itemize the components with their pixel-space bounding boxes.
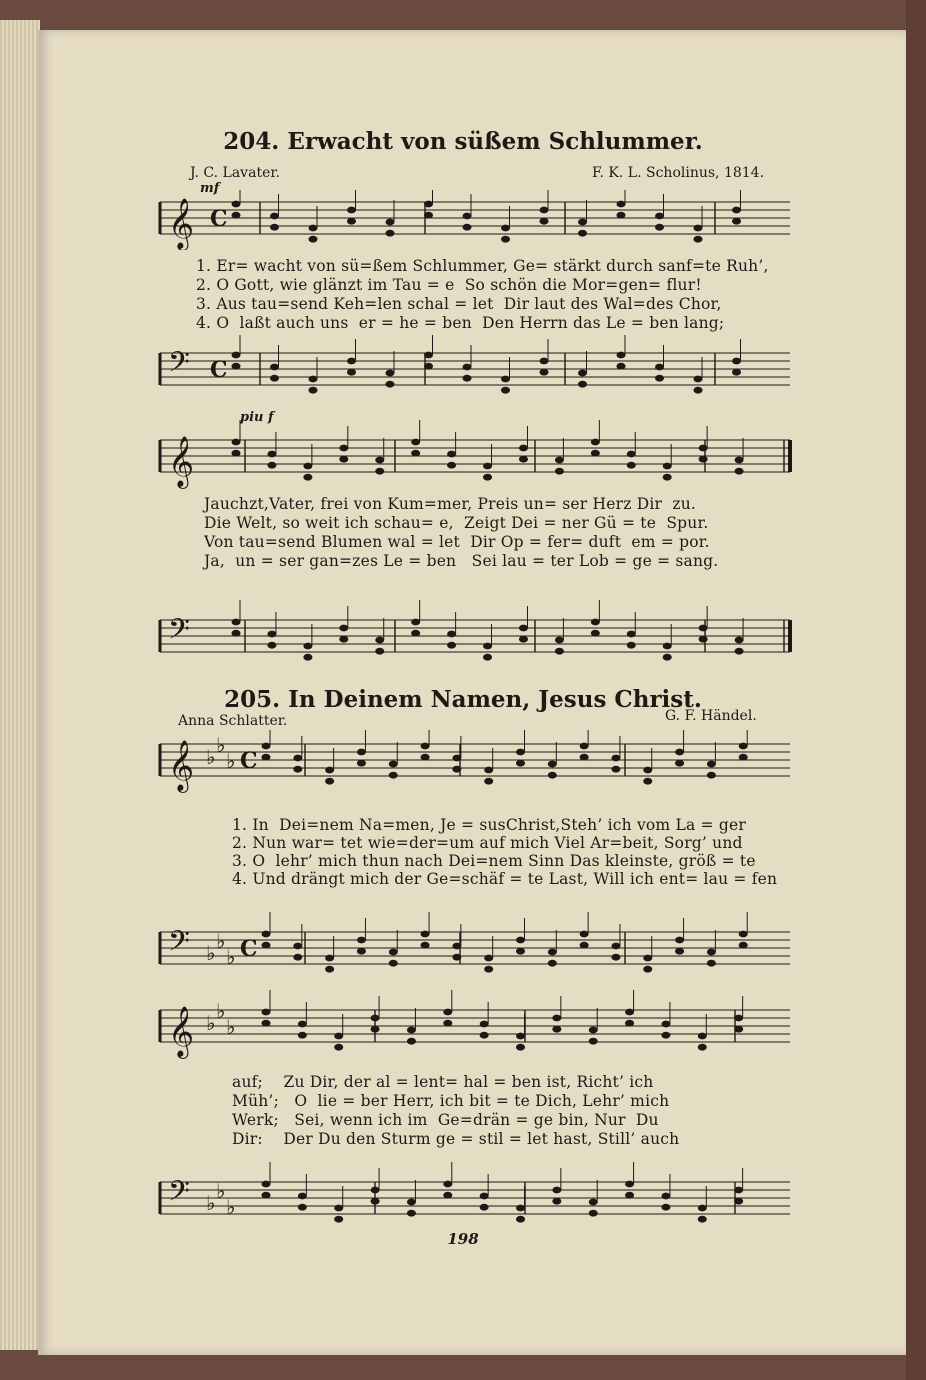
note-head bbox=[375, 648, 384, 655]
note-head bbox=[325, 767, 334, 774]
note-head bbox=[627, 631, 636, 638]
note-head bbox=[555, 648, 564, 655]
verse-line: Jauchzt,Vater, frei von Kum=mer, Preis un= ser Herz Dir zu. bbox=[204, 495, 697, 513]
note-head bbox=[698, 1216, 707, 1223]
note-head bbox=[267, 642, 276, 649]
note-head bbox=[347, 218, 356, 225]
note-head bbox=[262, 1192, 271, 1199]
verse-line: 3. O lehr’ mich thun nach Dei=nem Sinn Das kleinste, größ = te bbox=[232, 852, 756, 870]
verse-line: 1. In Dei=nem Na=men, Je = susChrist,Steh’ ich vom La = ger bbox=[232, 816, 746, 834]
note-head bbox=[735, 637, 744, 644]
note-head bbox=[339, 636, 348, 643]
note-head bbox=[447, 631, 456, 638]
note-head bbox=[303, 474, 312, 481]
note-head bbox=[625, 1192, 634, 1199]
note-head bbox=[675, 948, 684, 955]
note-head bbox=[617, 352, 626, 359]
note-head bbox=[447, 462, 456, 469]
note-head bbox=[698, 1044, 707, 1051]
note-head bbox=[375, 637, 384, 644]
note-head bbox=[734, 1198, 743, 1205]
note-head bbox=[548, 949, 557, 956]
note-head bbox=[411, 630, 420, 637]
note-head bbox=[661, 1204, 670, 1211]
note-head bbox=[375, 457, 384, 464]
note-head bbox=[463, 364, 472, 371]
note-head bbox=[663, 463, 672, 470]
note-head bbox=[540, 358, 549, 365]
verse-line: auf; Zu Dir, der al = lent= hal = ben ist, Richt’ ich bbox=[232, 1073, 654, 1091]
note-head bbox=[694, 387, 703, 394]
note-head bbox=[463, 213, 472, 220]
note-head bbox=[735, 648, 744, 655]
note-head bbox=[591, 630, 600, 637]
note-head bbox=[293, 954, 302, 961]
note-head bbox=[334, 1216, 343, 1223]
note-head bbox=[347, 207, 356, 214]
note-head bbox=[707, 949, 716, 956]
note-head bbox=[519, 456, 528, 463]
flat-icon: ♭ bbox=[206, 1191, 216, 1215]
treble-staff-4 bbox=[150, 990, 800, 1070]
hymn-205-title: 205. In Deinem Namen, Jesus Christ. bbox=[224, 686, 702, 713]
note-head bbox=[516, 1044, 525, 1051]
note-head bbox=[655, 375, 664, 382]
flat-icon: ♭ bbox=[216, 733, 226, 757]
note-head bbox=[339, 456, 348, 463]
note-head bbox=[580, 754, 589, 761]
common-time-icon: C bbox=[240, 748, 258, 774]
note-head bbox=[483, 474, 492, 481]
note-head bbox=[735, 457, 744, 464]
note-head bbox=[516, 749, 525, 756]
note-head bbox=[591, 439, 600, 446]
note-head bbox=[548, 761, 557, 768]
note-head bbox=[293, 755, 302, 762]
common-time-icon: C bbox=[240, 936, 258, 962]
note-head bbox=[386, 381, 395, 388]
note-head bbox=[578, 219, 587, 226]
note-head bbox=[309, 225, 318, 232]
note-head bbox=[589, 1027, 598, 1034]
note-head bbox=[501, 236, 510, 243]
note-head bbox=[407, 1210, 416, 1217]
staff-lines bbox=[160, 440, 790, 472]
note-head bbox=[483, 463, 492, 470]
note-head bbox=[232, 363, 241, 370]
note-head bbox=[501, 225, 510, 232]
note-head bbox=[661, 1032, 670, 1039]
note-head bbox=[375, 468, 384, 475]
note-head bbox=[447, 642, 456, 649]
note-head bbox=[298, 1032, 307, 1039]
note-head bbox=[270, 224, 279, 231]
note-head bbox=[694, 376, 703, 383]
note-head bbox=[627, 462, 636, 469]
note-head bbox=[309, 387, 318, 394]
note-head bbox=[483, 643, 492, 650]
staff-lines bbox=[160, 1010, 790, 1042]
note-head bbox=[371, 1187, 380, 1194]
note-head bbox=[611, 954, 620, 961]
note-head bbox=[421, 942, 430, 949]
verse-line: Ja, un = ser gan=zes Le = ben Sei lau = ter Lob = ge = sang. bbox=[204, 552, 719, 570]
note-head bbox=[643, 966, 652, 973]
note-head bbox=[591, 450, 600, 457]
note-head bbox=[443, 1181, 452, 1188]
note-head bbox=[334, 1044, 343, 1051]
note-head bbox=[443, 1192, 452, 1199]
note-head bbox=[501, 387, 510, 394]
note-head bbox=[516, 1205, 525, 1212]
note-head bbox=[386, 370, 395, 377]
note-head bbox=[424, 201, 433, 208]
note-head bbox=[589, 1210, 598, 1217]
hymn-204-composer: F. K. L. Scholinus, 1814. bbox=[592, 165, 765, 181]
note-head bbox=[552, 1187, 561, 1194]
note-head bbox=[389, 960, 398, 967]
note-head bbox=[707, 960, 716, 967]
note-head bbox=[555, 457, 564, 464]
flat-icon: ♭ bbox=[216, 1179, 226, 1203]
note-head bbox=[698, 1033, 707, 1040]
note-head bbox=[580, 743, 589, 750]
note-head bbox=[386, 230, 395, 237]
note-head bbox=[262, 1009, 271, 1016]
note-head bbox=[540, 218, 549, 225]
note-head bbox=[334, 1205, 343, 1212]
note-head bbox=[516, 1033, 525, 1040]
note-head bbox=[735, 468, 744, 475]
note-head bbox=[580, 931, 589, 938]
dynamic-mf: mf bbox=[200, 181, 220, 196]
note-head bbox=[371, 1026, 380, 1033]
note-head bbox=[552, 1026, 561, 1033]
note-head bbox=[334, 1033, 343, 1040]
note-head bbox=[293, 943, 302, 950]
note-head bbox=[739, 754, 748, 761]
flat-icon: ♭ bbox=[216, 929, 226, 953]
note-head bbox=[347, 358, 356, 365]
hymn-205-composer: G. F. Händel. bbox=[665, 708, 757, 724]
note-head bbox=[655, 364, 664, 371]
note-head bbox=[739, 743, 748, 750]
note-head bbox=[270, 213, 279, 220]
note-head bbox=[407, 1027, 416, 1034]
flat-icon: ♭ bbox=[216, 999, 226, 1023]
note-head bbox=[516, 1216, 525, 1223]
note-head bbox=[480, 1032, 489, 1039]
note-head bbox=[389, 772, 398, 779]
verse-line: Dir: Der Du den Sturm ge = stil = let hast, Still’ auch bbox=[232, 1130, 680, 1148]
note-head bbox=[463, 224, 472, 231]
treble-clef-icon: 𝄞 bbox=[168, 740, 195, 791]
verse-line: 2. Nun war= tet wie=der=um auf mich Viel Ar=beit, Sorg’ und bbox=[232, 834, 743, 852]
note-head bbox=[519, 625, 528, 632]
flat-icon: ♭ bbox=[226, 1015, 236, 1039]
note-head bbox=[552, 1015, 561, 1022]
note-head bbox=[421, 931, 430, 938]
note-head bbox=[732, 358, 741, 365]
note-head bbox=[407, 1199, 416, 1206]
bass-staff-1 bbox=[150, 335, 800, 405]
note-head bbox=[483, 654, 492, 661]
note-head bbox=[555, 637, 564, 644]
note-head bbox=[699, 445, 708, 452]
note-head bbox=[655, 224, 664, 231]
staff-lines bbox=[160, 620, 790, 652]
hymn-205-text-author: Anna Schlatter. bbox=[178, 713, 288, 729]
note-head bbox=[617, 363, 626, 370]
note-head bbox=[424, 363, 433, 370]
note-head bbox=[617, 201, 626, 208]
note-head bbox=[339, 445, 348, 452]
verse-line: 2. O Gott, wie glänzt im Tau = e So schön die Mor=gen= flur! bbox=[196, 276, 702, 294]
note-head bbox=[732, 218, 741, 225]
note-head bbox=[548, 772, 557, 779]
note-head bbox=[262, 743, 271, 750]
note-head bbox=[589, 1038, 598, 1045]
treble-clef-icon: 𝄞 bbox=[168, 198, 195, 249]
note-head bbox=[463, 375, 472, 382]
verse-line: 4. Und drängt mich der Ge=schäf = te Last, Will ich ent= lau = fen bbox=[232, 870, 778, 888]
note-head bbox=[519, 636, 528, 643]
note-head bbox=[325, 955, 334, 962]
note-head bbox=[339, 625, 348, 632]
note-head bbox=[540, 207, 549, 214]
note-head bbox=[707, 761, 716, 768]
flat-icon: ♭ bbox=[226, 945, 236, 969]
note-head bbox=[484, 767, 493, 774]
note-head bbox=[262, 931, 271, 938]
flat-icon: ♭ bbox=[206, 745, 216, 769]
note-head bbox=[262, 1181, 271, 1188]
note-head bbox=[386, 219, 395, 226]
note-head bbox=[232, 450, 241, 457]
note-head bbox=[303, 463, 312, 470]
note-head bbox=[407, 1038, 416, 1045]
note-head bbox=[643, 767, 652, 774]
note-head bbox=[611, 766, 620, 773]
note-head bbox=[411, 450, 420, 457]
note-head bbox=[371, 1198, 380, 1205]
bass-staff-2 bbox=[150, 590, 800, 670]
note-head bbox=[325, 778, 334, 785]
note-head bbox=[484, 966, 493, 973]
note-head bbox=[452, 943, 461, 950]
note-head bbox=[443, 1009, 452, 1016]
note-head bbox=[625, 1009, 634, 1016]
note-head bbox=[267, 451, 276, 458]
note-head bbox=[663, 654, 672, 661]
note-head bbox=[480, 1204, 489, 1211]
note-head bbox=[357, 749, 366, 756]
note-head bbox=[617, 212, 626, 219]
note-head bbox=[389, 949, 398, 956]
note-head bbox=[627, 451, 636, 458]
bass-clef-icon: 𝄢 bbox=[168, 1175, 190, 1215]
bass-staff-3 bbox=[150, 900, 800, 980]
note-head bbox=[699, 456, 708, 463]
note-head bbox=[516, 760, 525, 767]
note-head bbox=[298, 1021, 307, 1028]
flat-icon: ♭ bbox=[226, 749, 236, 773]
treble-staff-3 bbox=[150, 730, 800, 810]
flat-icon: ♭ bbox=[226, 1195, 236, 1219]
note-head bbox=[357, 948, 366, 955]
bass-clef-icon: 𝄢 bbox=[168, 346, 190, 386]
note-head bbox=[699, 625, 708, 632]
note-head bbox=[309, 236, 318, 243]
page-stack-edge bbox=[0, 20, 40, 1350]
note-head bbox=[578, 230, 587, 237]
note-head bbox=[232, 201, 241, 208]
verse-line: Werk; Sei, wenn ich im Ge=drän = ge bin, Nur Du bbox=[232, 1111, 659, 1129]
note-head bbox=[707, 772, 716, 779]
note-head bbox=[298, 1204, 307, 1211]
note-head bbox=[694, 225, 703, 232]
note-head bbox=[661, 1193, 670, 1200]
verse-line: 4. O laßt auch uns er = he = ben Den Herrn das Le = ben lang; bbox=[196, 314, 725, 332]
note-head bbox=[270, 364, 279, 371]
note-head bbox=[484, 955, 493, 962]
common-time-icon: C bbox=[210, 357, 228, 383]
note-head bbox=[347, 369, 356, 376]
note-head bbox=[516, 937, 525, 944]
note-head bbox=[480, 1021, 489, 1028]
note-head bbox=[452, 954, 461, 961]
verse-line: 1. Er= wacht von sü=ßem Schlummer, Ge= stärkt durch sanf=te Ruh’, bbox=[196, 257, 769, 275]
note-head bbox=[643, 955, 652, 962]
treble-clef-icon: 𝄞 bbox=[168, 436, 195, 487]
note-head bbox=[411, 619, 420, 626]
note-head bbox=[739, 942, 748, 949]
note-head bbox=[675, 749, 684, 756]
verse-line: Die Welt, so weit ich schau= e, Zeigt Dei = ner Gü = te Spur. bbox=[204, 514, 709, 532]
note-head bbox=[303, 654, 312, 661]
note-head bbox=[552, 1198, 561, 1205]
note-head bbox=[267, 631, 276, 638]
note-head bbox=[611, 943, 620, 950]
verse-line: 3. Aus tau=send Keh=len schal = let Dir laut des Wal=des Chor, bbox=[196, 295, 722, 313]
note-head bbox=[699, 636, 708, 643]
note-head bbox=[611, 755, 620, 762]
note-head bbox=[661, 1021, 670, 1028]
note-head bbox=[424, 212, 433, 219]
dynamic-piu-f: piu f bbox=[240, 410, 274, 425]
hymn-204-text-author: J. C. Lavater. bbox=[190, 165, 280, 181]
treble-staff-2 bbox=[150, 420, 800, 490]
note-head bbox=[371, 1015, 380, 1022]
note-head bbox=[732, 207, 741, 214]
note-head bbox=[443, 1020, 452, 1027]
note-head bbox=[734, 1026, 743, 1033]
note-head bbox=[663, 474, 672, 481]
note-head bbox=[452, 766, 461, 773]
note-head bbox=[627, 642, 636, 649]
note-head bbox=[262, 1020, 271, 1027]
note-head bbox=[389, 761, 398, 768]
bass-clef-icon: 𝄢 bbox=[168, 925, 190, 965]
treble-clef-icon: 𝄞 bbox=[168, 1006, 195, 1057]
treble-staff-1 bbox=[150, 190, 800, 250]
note-head bbox=[303, 643, 312, 650]
note-head bbox=[578, 381, 587, 388]
staff-lines bbox=[160, 1182, 790, 1214]
note-head bbox=[325, 966, 334, 973]
note-head bbox=[589, 1199, 598, 1206]
note-head bbox=[421, 743, 430, 750]
note-head bbox=[663, 643, 672, 650]
note-head bbox=[578, 370, 587, 377]
common-time-icon: C bbox=[210, 206, 228, 232]
note-head bbox=[232, 619, 241, 626]
note-head bbox=[447, 451, 456, 458]
note-head bbox=[625, 1181, 634, 1188]
note-head bbox=[580, 942, 589, 949]
note-head bbox=[357, 937, 366, 944]
verse-line: Von tau=send Blumen wal = let Dir Op = fer= duft em = por. bbox=[204, 533, 710, 551]
note-head bbox=[625, 1020, 634, 1027]
note-head bbox=[698, 1205, 707, 1212]
bass-clef-icon: 𝄢 bbox=[168, 613, 190, 653]
hymn-204-title: 204. Erwacht von süßem Schlummer. bbox=[223, 128, 703, 155]
note-head bbox=[734, 1015, 743, 1022]
note-head bbox=[293, 766, 302, 773]
note-head bbox=[675, 760, 684, 767]
note-head bbox=[232, 439, 241, 446]
note-head bbox=[643, 778, 652, 785]
note-head bbox=[452, 755, 461, 762]
note-head bbox=[548, 960, 557, 967]
note-head bbox=[516, 948, 525, 955]
note-head bbox=[232, 352, 241, 359]
note-head bbox=[424, 352, 433, 359]
note-head bbox=[694, 236, 703, 243]
note-head bbox=[540, 369, 549, 376]
note-head bbox=[480, 1193, 489, 1200]
note-head bbox=[309, 376, 318, 383]
note-head bbox=[262, 754, 271, 761]
flat-icon: ♭ bbox=[206, 941, 216, 965]
note-head bbox=[484, 778, 493, 785]
note-head bbox=[501, 376, 510, 383]
note-head bbox=[262, 942, 271, 949]
note-head bbox=[270, 375, 279, 382]
note-head bbox=[298, 1193, 307, 1200]
page-number: 198 bbox=[447, 1230, 479, 1248]
note-head bbox=[232, 212, 241, 219]
flat-icon: ♭ bbox=[206, 1011, 216, 1035]
note-head bbox=[267, 462, 276, 469]
note-head bbox=[555, 468, 564, 475]
note-head bbox=[421, 754, 430, 761]
note-head bbox=[519, 445, 528, 452]
note-head bbox=[357, 760, 366, 767]
note-head bbox=[739, 931, 748, 938]
note-head bbox=[232, 630, 241, 637]
verse-line: Müh’; O lie = ber Herr, ich bit = te Dich, Lehr’ mich bbox=[232, 1092, 670, 1110]
note-head bbox=[734, 1187, 743, 1194]
note-head bbox=[411, 439, 420, 446]
note-head bbox=[732, 369, 741, 376]
note-head bbox=[655, 213, 664, 220]
note-head bbox=[675, 937, 684, 944]
note-head bbox=[591, 619, 600, 626]
bass-staff-4 bbox=[150, 1160, 800, 1235]
